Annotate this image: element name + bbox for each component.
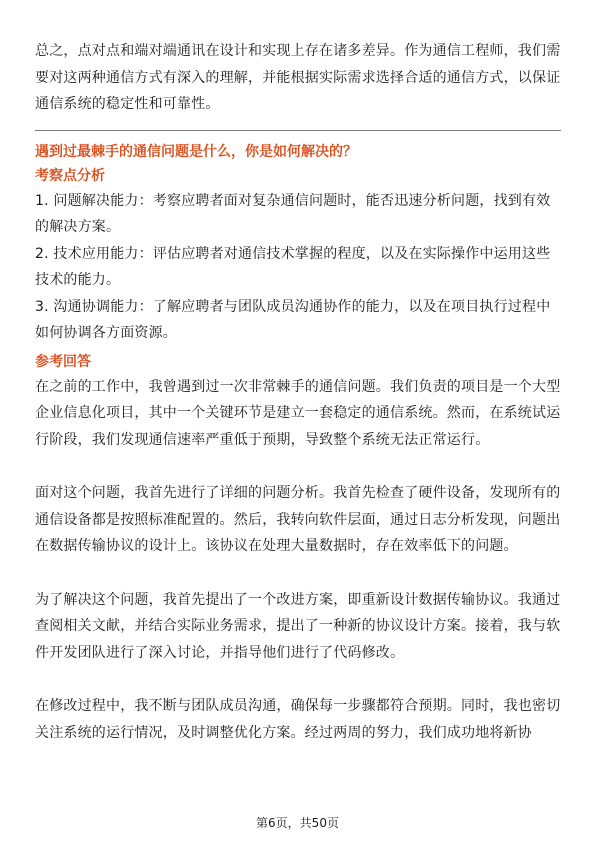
answer-paragraph: 面对这个问题，我首先进行了详细的问题分析。我首先检查了硬件设备，发现所有的通信设备都是按照标准配置的。然后，我转向软件层面，通过日志分析发现，问题出在数据传输协议的设计上。该协议在处理大量数据时，存在效率低下的问题。 [35,485,561,554]
analysis-heading: 考察点分析 [35,167,105,184]
analysis-item: 3. 沟通协调能力：了解应聘者与团队成员沟通协作的能力，以及在项目执行过程中如何协调各方面资源。 [35,298,551,341]
answer-heading: 参考回答 [35,353,91,370]
analysis-item: 2. 技术应用能力：评估应聘者对通信技术掌握的程度，以及在实际操作中运用这些技术的能力。 [35,245,551,288]
page-content [35,38,561,746]
answer-paragraph: 在之前的工作中，我曾遇到过一次非常棘手的通信问题。我们负责的项目是一个大型企业信息化项目，其中一个关键环节是建立一套稳定的通信系统。然而，在系统试运行阶段，我们发现通信速率严重低于预期，导致整个系统无法正常运行。 [35,378,561,448]
answer-paragraph: 在修改过程中，我不断与团队成员沟通，确保每一步骤都符合预期。同时，我也密切关注系统的运行情况，及时调整优化方案。经过两周的努力，我们成功地将新协 [35,698,561,741]
section-divider [35,130,561,131]
page-number: 第6页，共50页 [256,816,339,830]
intro-paragraph: 总之，点对点和端对端通讯在设计和实现上存在诸多差异。作为通信工程师，我们需要对这两种通信方式有深入的理解，并能根据实际需求选择合适的通信方式，以保证通信系统的稳定性和可靠性。 [35,43,561,112]
analysis-item: 1. 问题解决能力：考察应聘者面对复杂通信问题时，能否迅速分析问题，找到有效的解决方案。 [35,192,551,235]
answer-paragraph: 为了解决这个问题，我首先提出了一个改进方案，即重新设计数据传输协议。我通过查阅相关文献，并结合实际业务需求，提出了一种新的协议设计方案。接着，我与软件开发团队进行了深入讨论，并指导他们进行了代码修改。 [35,591,561,661]
question-heading: 遇到过最棘手的通信问题是什么，你是如何解决的？ [35,143,357,160]
